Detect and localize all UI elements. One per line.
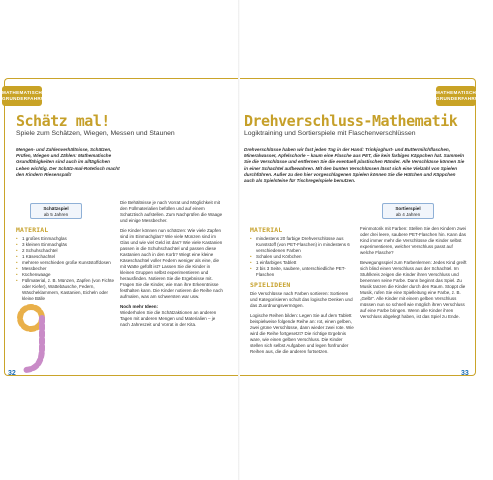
left-intro-text: Mengen- und Zahlenverhältnisse, Schätzen, Prüfen, Wiegen und Zählen: Mathematische Grundfähigkeiten sind auch im alltäglichen Leben wichtig. Der Schätz-mal-Rotetisch macht den Kindern Riesenspaß! xyxy=(16,147,120,177)
left-page-title: Schätz mal! xyxy=(16,112,110,130)
number-nine-illustration xyxy=(14,300,48,384)
right-age-badge xyxy=(382,203,434,219)
left-page xyxy=(0,0,240,480)
right-page-subtitle: Logiktraining und Sortierspiele mit Flaschenverschlüssen xyxy=(244,130,416,137)
left-page-number: 32 xyxy=(8,370,16,377)
right-section-tab: MATHEMATISCHE GRUNDERFAHRUNGEN xyxy=(436,86,476,106)
right-badge-subtitle: ab 4 Jahren xyxy=(395,211,421,217)
right-games-column xyxy=(360,226,468,324)
material-item: • 2 Schuhschachtel xyxy=(16,248,116,254)
right-page-number: 33 xyxy=(461,370,469,377)
games-paragraph: Feinmotorik mit Farben: Stellen Sie den Kindern zwei oder drei leere, saubere PET-Flaschen hin. Kann das Kind immer mehr die Verschlüsse die Kinder selbst experimentieren, welcher Verschluss passt auf welche Flasche? xyxy=(360,226,467,255)
material-item: • mindestens 20 farbige Drehverschlüsse aus Kunststoff (von PET-Flaschen) in mindestens 6 verschiedenen Farben xyxy=(250,236,354,254)
material-item: • Messbecher xyxy=(16,266,116,272)
right-badge-title: Sortierspiel xyxy=(395,206,421,212)
right-page-title: Drehverschluss-Mathematik xyxy=(244,112,458,130)
left-material-column xyxy=(16,226,116,302)
material-item: • Küchenwaage xyxy=(16,272,116,278)
left-badge-subtitle: ab 5 Jahren xyxy=(43,211,69,217)
material-item: • Schalen und Körbchen xyxy=(250,254,354,260)
games-paragraph: Die Verschlüsse nach Farben sortieren: Sortieren und Kategorisieren schult das logische Denken und das Zuordnungsvermögen. xyxy=(250,291,353,308)
material-item: • 1 Käseschachtel xyxy=(16,254,116,260)
games-paragraph: Bewegungsspiel zum Farbenlernen: Jedes Kind greift sich blind einen Verschluss aus der Schachtel. Im Stuhlkreis zeigen die Kinder ihren Verschluss und benennen seine Farbe. Dann beginnt das Spiel. Zu Musik tanzen die Kinder durch den Raum. Stoppt die Musik, rufen Sie eine Spielleitung eine Farbe, z. B. „Gelb!". Alle Kinder mit einem gelben Verschluss müssen nun so schnell wie möglich ihren Verschluss auf eine Farbe bringen. Wenn alle Kinder ihren Verschluss abgelegt haben, ist das Spiel zu Ende. xyxy=(360,260,467,319)
right-material-heading: MATERIAL xyxy=(250,226,283,234)
left-material-heading: MATERIAL xyxy=(16,226,49,234)
right-material-column xyxy=(250,226,354,359)
material-item: • 3 kleinen Einmachgläs xyxy=(16,242,116,248)
material-item: • 1 einfarbiges Tablett xyxy=(250,260,354,266)
material-item: • mehrere verschieden große Kunststoffdosen xyxy=(16,260,116,266)
material-item: • 1 großes Einmachglas xyxy=(16,236,116,242)
right-intro-text: Drehverschlüsse haben wir fast jeden Tag in der Hand: Trinkjoghurt- und Buttermilchflaschen, Mineralwasser, Apfelschorle – kaum eine Flasche aus PET, die kein farbiges Käppchen hat. Sammeln Sie die Verschlüsse und entfernen Sie die eventuell plastischen Ränder. Alle Verschlüsse können Sie in einer Schachtel aufbewahren. Mit den bunten Verschlüssen lässt sich eine Vielzahl von Spielen durchführen. Außer zu den hier vorgeschlagenen Spielen können Sie die Hütchen und Käppchen auch als Spielsteine für Tischregelspiele benutzen. xyxy=(244,147,465,184)
more-ideas-heading: Noch mehr Ideen: xyxy=(120,304,159,309)
left-material-list xyxy=(16,236,116,302)
instructions-paragraph: Wiederholen Sie die Schätzaktionen an anderen Tagen mit anderen Mengen und Materialien – je nach Jahreszeit und Vorrat in der Kita. xyxy=(120,310,217,327)
left-age-badge xyxy=(30,203,82,219)
right-page xyxy=(240,0,493,480)
games-paragraph: Logische Reihen bilden: Legen Sie auf dem Tablett beispielweise folgende Reihe an: rot, einen gelben, zwei grüne Verschlüsse, dann wieder zwei rote. Wie wird die Reihe fortgesetzt? Die richtige Ergebnis ware, wie einen gelben Verschluss. Die Kinder stellen sich selbst Aufgaben und legen fünfrunder Reihen aus, die die anderen fortsetzen. xyxy=(250,313,354,354)
left-page-subtitle: Spiele zum Schätzen, Wiegen, Messen und Staunen xyxy=(16,130,175,137)
material-item: • 2 bis 3 Seite, saubere, unterschiedliche PET-Flaschen xyxy=(250,266,354,278)
left-badge-title: Schätzspiel xyxy=(43,206,69,212)
right-material-list xyxy=(250,236,354,278)
right-games-heading: SPIELIDEEN xyxy=(250,281,291,289)
material-item: • Füllmaterial, z. B. Münzen, Zapfen (von Fichte oder Kiefer), Wattebäusche, Federn, Wäscheklammern, Kastanien, Eicheln oder kleine Bälle xyxy=(16,278,116,302)
left-instructions-column xyxy=(120,200,224,332)
instructions-paragraph: Die Kinder können nun schätzen: Wie viele Zapfen sind im Einmachglas? Wie viele Münzen sind im Glas und wie viel Geld ist das? Wie viele Kastanien passen in die Schuhschachtel und passen diese Kastanien auch in den Korb? Wiegt eine kleine Käseschachtel voller Federn weniger als eine, die mit Watte gefüllt ist? Lassen Sie die Kinder in kleinen Gruppen selbst experimentieren und herausfinden. Notieren Sie die Ergebnisse mit. Fragen Sie die Kinder, wie man ihre Erkenntnisse festhalten kann. Die Kinder notieren die Reihe nach aufmalen, was am schwersten war usw. xyxy=(120,228,223,299)
instructions-paragraph: Die Behältnisse je nach Vorrat und Möglichkeit mit den Füllmaterialien befüllen und auf einem Schatztisch aufstellen. Zum Nachprüfen die Waage und einige Messbecher. xyxy=(120,200,223,223)
left-section-tab: MATHEMATISCHE GRUNDERFAHRUNGEN xyxy=(2,86,42,106)
